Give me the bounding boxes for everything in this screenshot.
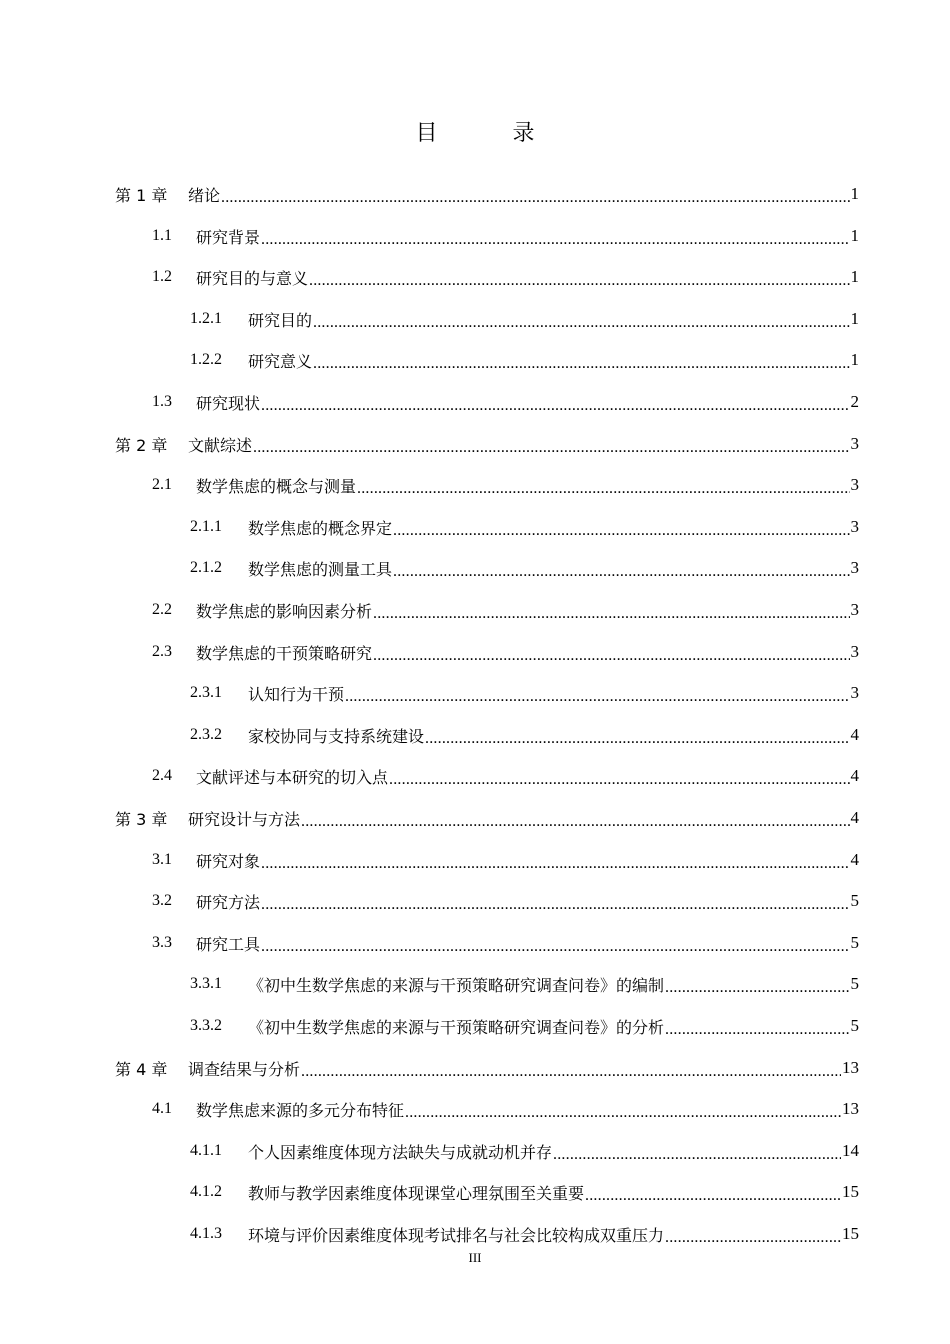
toc-entry-number: 3.3.2	[190, 1017, 222, 1034]
toc-dot-leader	[665, 1025, 849, 1046]
toc-entry[interactable]	[0, 299, 950, 339]
toc-dot-leader	[345, 692, 849, 713]
toc-entry-title: 文献评述与本研究的切入点	[196, 767, 389, 787]
toc-entry-page: 3	[850, 600, 859, 619]
toc-dot-leader	[313, 359, 849, 380]
toc-entry-number: 3.3.1	[190, 975, 222, 992]
toc-entry[interactable]	[0, 923, 950, 963]
toc-entry-title: 研究设计与方法	[188, 809, 301, 829]
toc-entry-number: 1.3	[152, 393, 172, 410]
toc-entry[interactable]	[0, 756, 950, 796]
toc-entry[interactable]	[0, 340, 950, 380]
toc-entry-title: 数学焦虑的概念界定	[248, 518, 393, 538]
toc-entry-number: 第 2 章	[115, 435, 168, 455]
toc-dot-leader	[553, 1150, 841, 1171]
toc-entry-number: 2.1	[152, 476, 172, 493]
toc-entry[interactable]	[0, 507, 950, 547]
toc-entry-page: 2	[850, 392, 859, 411]
toc-dot-leader	[425, 734, 849, 755]
toc-dot-leader	[253, 443, 849, 464]
toc-entry-title: 研究目的与意义	[196, 268, 309, 288]
toc-entry-title: 研究背景	[196, 227, 261, 247]
toc-entry-page: 13	[842, 1099, 859, 1118]
toc-entry[interactable]	[0, 216, 950, 256]
toc-entry-page: 3	[850, 434, 859, 453]
toc-entry-page: 3	[850, 558, 859, 577]
toc-entry[interactable]	[0, 382, 950, 422]
toc-entry[interactable]	[0, 424, 950, 464]
toc-entry-page: 5	[850, 891, 859, 910]
toc-entry-number: 3.2	[152, 892, 172, 909]
toc-entry-number: 第 1 章	[115, 185, 168, 205]
toc-entry-number: 4.1	[152, 1100, 172, 1117]
toc-entry-number: 2.1.1	[190, 518, 222, 535]
toc-dot-leader	[309, 276, 849, 297]
toc-entry[interactable]	[0, 1131, 950, 1171]
toc-entry-page: 5	[850, 1016, 859, 1035]
toc-dot-leader	[373, 651, 849, 672]
toc-entry-number: 2.3.2	[190, 726, 222, 743]
toc-entry-page: 4	[850, 725, 859, 744]
toc-entry[interactable]	[0, 1089, 950, 1129]
toc-entry[interactable]	[0, 590, 950, 630]
toc-dot-leader	[261, 942, 849, 963]
toc-entry-number: 1.1	[152, 227, 172, 244]
page-number-footer: III	[468, 1250, 482, 1265]
toc-entry[interactable]	[0, 964, 950, 1004]
toc-entry-title: 个人因素维度体现方法缺失与成就动机并存	[248, 1142, 553, 1162]
toc-entry-number: 3.1	[152, 851, 172, 868]
toc-entry[interactable]	[0, 1172, 950, 1212]
toc-dot-leader	[389, 775, 849, 796]
toc-entry[interactable]	[0, 632, 950, 672]
toc-entry-title: 研究意义	[248, 351, 313, 371]
toc-entry[interactable]	[0, 715, 950, 755]
toc-dot-leader	[357, 484, 849, 505]
toc-entry-title: 研究目的	[248, 310, 313, 330]
toc-dot-leader	[405, 1108, 841, 1129]
toc-entry[interactable]	[0, 1214, 950, 1254]
toc-entry-title: 研究工具	[196, 934, 261, 954]
toc-dot-leader	[393, 567, 849, 588]
toc-entry-title: 数学焦虑的概念与测量	[196, 476, 357, 496]
toc-dot-leader	[665, 983, 849, 1004]
toc-entry-title: 环境与评价因素维度体现考试排名与社会比较构成双重压力	[248, 1225, 665, 1245]
toc-dot-leader	[261, 900, 849, 921]
toc-dot-leader	[393, 526, 849, 547]
toc-entry[interactable]	[0, 548, 950, 588]
toc-entry-page: 4	[850, 850, 859, 869]
toc-entry-page: 1	[850, 184, 859, 203]
toc-entry-page: 1	[850, 267, 859, 286]
toc-entry-title: 研究现状	[196, 393, 261, 413]
toc-dot-leader	[261, 401, 849, 422]
toc-entry[interactable]	[0, 840, 950, 880]
toc-entry-page: 3	[850, 642, 859, 661]
toc-entry-page: 5	[850, 933, 859, 952]
toc-dot-leader	[261, 859, 849, 880]
toc-entry-title: 数学焦虑的测量工具	[248, 559, 393, 579]
toc-entry-page: 4	[850, 808, 859, 827]
toc-dot-leader	[313, 318, 849, 339]
toc-entry-page: 14	[842, 1141, 859, 1160]
toc-dot-leader	[301, 1067, 841, 1088]
toc-entry-number: 3.3	[152, 934, 172, 951]
toc-entry[interactable]	[0, 174, 950, 214]
toc-entry-number: 1.2	[152, 268, 172, 285]
toc-entry-title: 绪论	[188, 185, 221, 205]
toc-entry[interactable]	[0, 465, 950, 505]
page-title: 目 录	[415, 121, 569, 146]
toc-entry[interactable]	[0, 673, 950, 713]
toc-entry-page: 1	[850, 350, 859, 369]
toc-entry-title: 《初中生数学焦虑的来源与干预策略研究调查问卷》的编制	[248, 975, 665, 995]
toc-entry-number: 4.1.1	[190, 1142, 222, 1159]
toc-entry-title: 《初中生数学焦虑的来源与干预策略研究调查问卷》的分析	[248, 1017, 665, 1037]
toc-entry-page: 5	[850, 974, 859, 993]
toc-entry-number: 2.2	[152, 601, 172, 618]
toc-entry-number: 4.1.2	[190, 1183, 222, 1200]
toc-entry[interactable]	[0, 881, 950, 921]
toc-entry-title: 数学焦虑的影响因素分析	[196, 601, 373, 621]
toc-entry-page: 3	[850, 475, 859, 494]
toc-entry-title: 研究方法	[196, 892, 261, 912]
toc-entry-number: 2.3.1	[190, 684, 222, 701]
toc-dot-leader	[301, 817, 849, 838]
toc-entry-page: 4	[850, 766, 859, 785]
toc-entry-title: 教师与教学因素维度体现课堂心理氛围至关重要	[248, 1183, 585, 1203]
toc-dot-leader	[261, 235, 849, 256]
toc-entry[interactable]	[0, 798, 950, 838]
toc-entry-page: 13	[842, 1058, 859, 1077]
toc-entry-number: 2.4	[152, 767, 172, 784]
toc-entry-title: 数学焦虑的干预策略研究	[196, 643, 373, 663]
toc-dot-leader	[373, 609, 849, 630]
toc-entry-title: 调查结果与分析	[188, 1059, 301, 1079]
toc-entry-title: 文献综述	[188, 435, 253, 455]
toc-entry-number: 1.2.1	[190, 310, 222, 327]
toc-entry-page: 15	[842, 1182, 859, 1201]
toc-entry-title: 认知行为干预	[248, 684, 345, 704]
toc-entry-number: 4.1.3	[190, 1225, 222, 1242]
toc-entry[interactable]	[0, 257, 950, 297]
toc-entry-page: 1	[850, 226, 859, 245]
toc-entry-page: 1	[850, 309, 859, 328]
toc-entry-page: 3	[850, 683, 859, 702]
toc-entry-number: 1.2.2	[190, 351, 222, 368]
toc-entry-page: 15	[842, 1224, 859, 1243]
toc-entry-number: 第 4 章	[115, 1059, 168, 1079]
toc-entry-number: 2.1.2	[190, 559, 222, 576]
toc-entry-title: 数学焦虑来源的多元分布特征	[196, 1100, 405, 1120]
toc-entry-number: 第 3 章	[115, 809, 168, 829]
toc-entry-title: 研究对象	[196, 851, 261, 871]
toc-entry-number: 2.3	[152, 643, 172, 660]
toc-entry[interactable]	[0, 1048, 950, 1088]
toc-dot-leader	[585, 1191, 841, 1212]
toc-dot-leader	[221, 193, 849, 214]
toc-entry-page: 3	[850, 517, 859, 536]
toc-entry-title: 家校协同与支持系统建设	[248, 726, 425, 746]
toc-entry[interactable]	[0, 1006, 950, 1046]
